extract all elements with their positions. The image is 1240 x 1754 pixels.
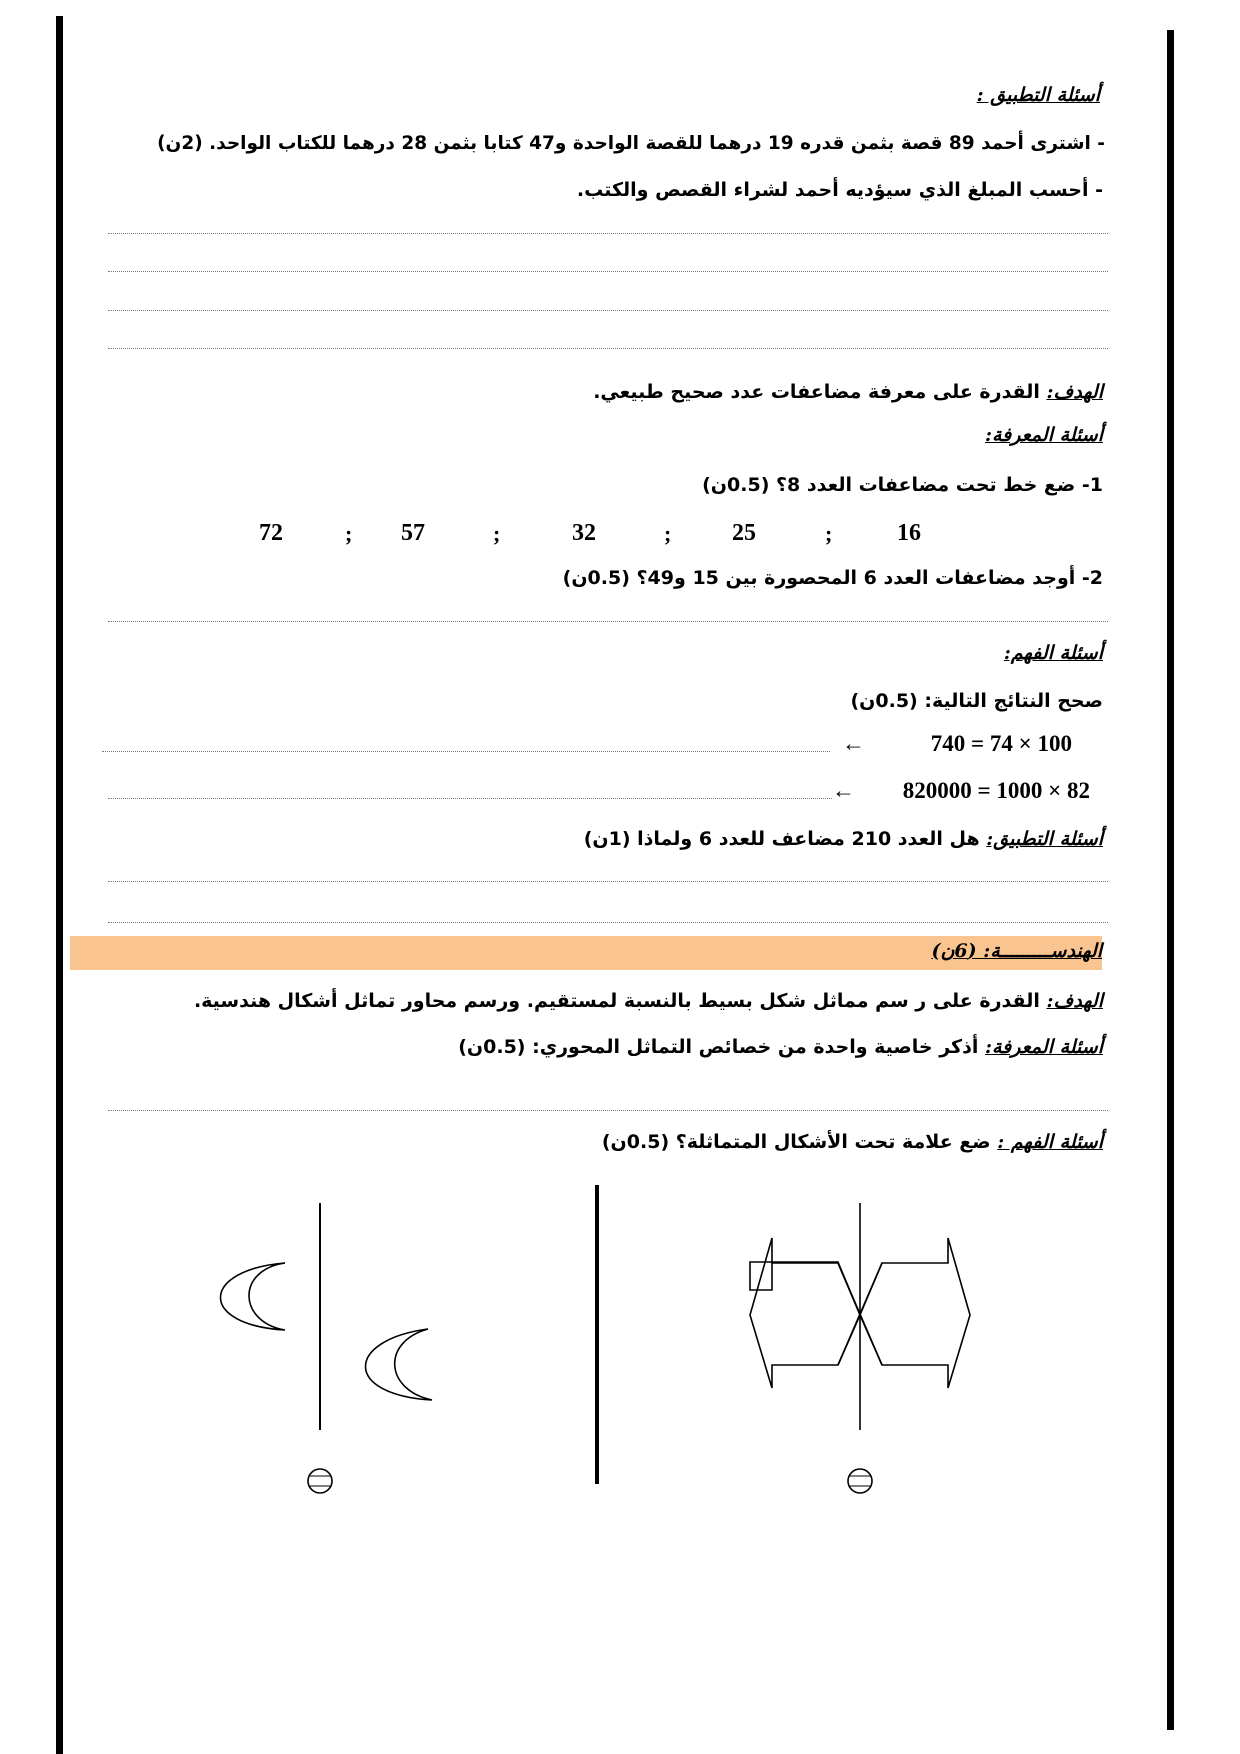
equation-2: 820000 = 1000 × 82 <box>902 778 1090 803</box>
number-option[interactable]: 25 <box>732 520 756 546</box>
answer-circle-1[interactable] <box>308 1469 332 1493</box>
crescent-icon <box>365 1329 432 1400</box>
number-option[interactable]: 57 <box>401 520 425 546</box>
goal-text: القدرة على معرفة مضاعفات عدد صحيح طبيعي. <box>593 381 1047 403</box>
question-1: 1- ضع خط تحت مضاعفات العدد 8؟ (0.5ن) <box>702 474 1103 496</box>
knowledge-label: أسئلة المعرفة: <box>984 1036 1103 1058</box>
application-text: هل العدد 210 مضاعف للعدد 6 ولماذا (1ن) <box>583 828 987 850</box>
question-2: 2- أوجد مضاعفات العدد 6 المحصورة بين 15 و49؟ (0.5ن) <box>562 567 1103 589</box>
number-option[interactable]: 72 <box>259 520 283 546</box>
knowledge-text: أذكر خاصية واحدة من خصائص التماثل المحوري: (0.5ن) <box>458 1036 985 1058</box>
goal-label: الهدف: <box>1046 381 1103 403</box>
separator: ; <box>493 521 501 546</box>
purchase-problem: - اشترى أحمد 89 قصة بثمن قدره 19 درهما للقصة الواحدة و47 كتابا بثمن 28 درهما للكتاب الواحد. (2ن) <box>157 133 1105 154</box>
knowledge-title: أسئلة المعرفة: <box>984 424 1103 446</box>
comprehension-title: أسئلة الفهم: <box>1003 642 1103 664</box>
answer-circle-2[interactable] <box>848 1469 872 1493</box>
compute-question: - أحسب المبلغ الذي سيؤديه أحمد لشراء القصص والكتب. <box>576 179 1103 201</box>
separator: ; <box>345 521 353 546</box>
arrow: ← <box>842 731 865 756</box>
goal-text: القدرة على ر سم مماثل شكل بسيط بالنسبة لمستقيم. ورسم محاور تماثل أشكال هندسية. <box>193 990 1047 1012</box>
application-label: أسئلة التطبيق: <box>986 828 1103 850</box>
arrow: ← <box>832 778 855 803</box>
geometry-header: الهندســـــــــة: (6ن) <box>931 940 1102 962</box>
equation-1: 740 = 74 × 100 <box>930 731 1072 756</box>
comprehension-label: أسئلة الفهم : <box>997 1131 1103 1153</box>
crescent-icon <box>220 1263 285 1330</box>
correct-instruction: صحح النتائج التالية: (0.5ن) <box>850 690 1103 712</box>
goal-label: الهدف: <box>1046 990 1103 1012</box>
number-option[interactable]: 32 <box>572 520 596 546</box>
separator: ; <box>664 521 672 546</box>
comprehension-text: ضع علامة تحت الأشكال المتماثلة؟ (0.5ن) <box>601 1131 998 1153</box>
application-title: أسئلة التطبيق : <box>976 84 1100 106</box>
number-option[interactable]: 16 <box>897 520 921 546</box>
separator: ; <box>825 521 833 546</box>
